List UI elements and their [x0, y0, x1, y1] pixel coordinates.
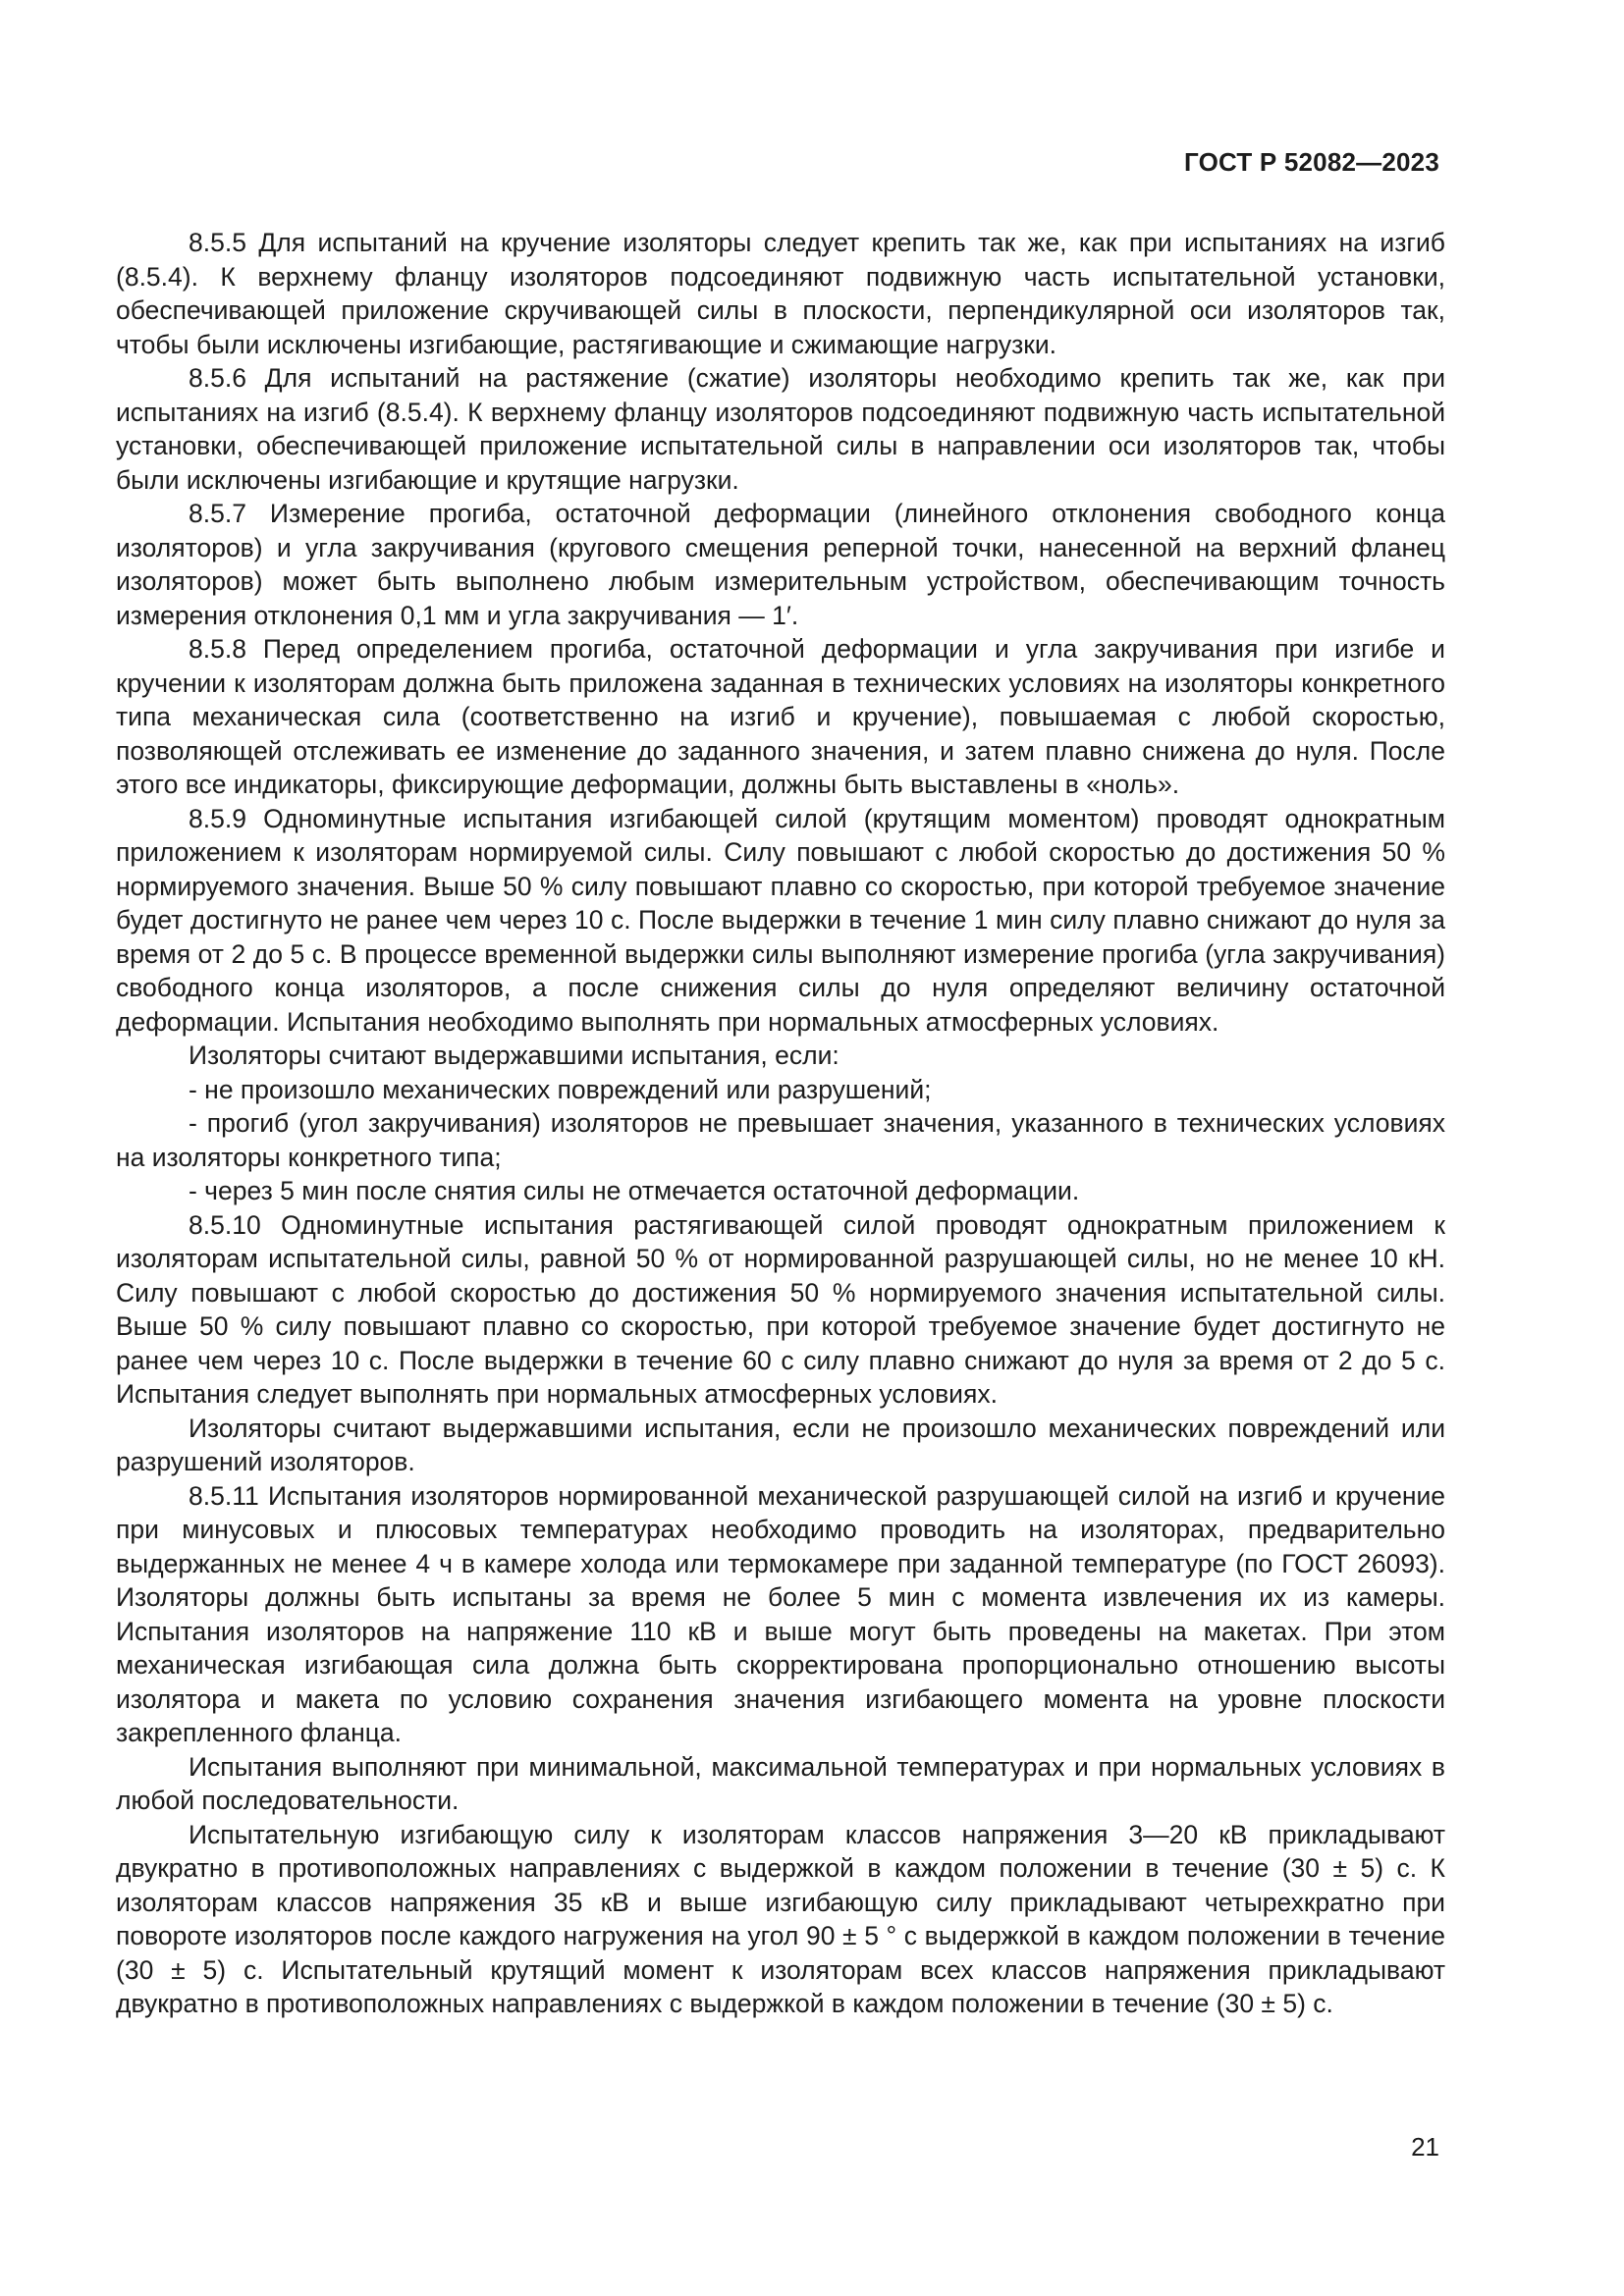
paragraph-pass-criteria-intro: Изоляторы считают выдержавшими испытания, если:: [189, 1041, 839, 1070]
paragraph-8-5-5: 8.5.5 Для испытаний на кручение изоляторы следует крепить так же, как при испытаниях на изгиб (8.5.4). К верхнему фланцу изоляторов подсоединяют подвижную часть испытательной установки, обеспечивающей приложение скручивающей силы в плоскости, перпендикулярной оси изоляторов так, чтобы были исключены изгибающие, растягивающие и сжимающие нагрузки.: [116, 228, 1445, 359]
paragraph-8-5-10: 8.5.10 Одноминутные испытания растягивающей силой проводят однократным приложением к изоляторам испытательной силы, равной 50 % от нормированной разрушающей силы, но не менее 10 кН. Силу повышают с любой скоростью до достижения 50 % нормируемого значения испытательной силы. Выше 50 % силу повышают плавно со скоростью, при которой требуемое значение будет достигнуто не ранее чем через 10 с. После выдержки в течение 60 с силу плавно снижают до нуля за время от 2 до 5 с. Испытания следует выполнять при нормальных атмосферных условиях.: [116, 1209, 1445, 1409]
paragraph-8-5-7: 8.5.7 Измерение прогиба, остаточной деформации (линейного отклонения свободного конца изоляторов) и угла закручивания (кругового смещения реперной точки, нанесенной на верхний фланец изоляторов) может быть выполнено любым измерительным устройством, обеспечивающим точность измерения отклонения 0,1 мм и угла закручивания — 1′.: [116, 499, 1445, 630]
paragraph-bending-force-application: Испытательную изгибающую силу к изоляторам классов напряжения 3—20 кВ прикладывают двукратно в противоположных направлениях с выдержкой в каждом положении в течение (30 ± 5) с. К изоляторам классов напряжения 35 кВ и выше изгибающую силу прикладывают четырехкратно при повороте изоляторов после каждого нагружения на угол 90 ± 5 ° с выдержкой в каждом положении в течение (30 ± 5) с. Испытательный крутящий момент к изоляторам всех классов напряжения прикладывают двукратно в противоположных направлениях с выдержкой в каждом положении в течение (30 ± 5) с.: [116, 1819, 1445, 2018]
list-item: - прогиб (угол закручивания) изоляторов не превышает значения, указанного в технических условиях на изоляторы конкретного типа;: [116, 1108, 1445, 1172]
list-item: - через 5 мин после снятия силы не отмечается остаточной деформации.: [189, 1176, 1080, 1205]
paragraph-pass-criteria-tension: Изоляторы считают выдержавшими испытания, если не произошло механических повреждений или разрушений изоляторов.: [116, 1413, 1445, 1476]
paragraph-temperature-order: Испытания выполняют при минимальной, максимальной температурах и при нормальных условиях в любой последовательности.: [116, 1751, 1445, 1815]
paragraph-8-5-9: 8.5.9 Одноминутные испытания изгибающей силой (крутящим моментом) проводят однократным приложением к изоляторам нормируемой силы. Силу повышают с любой скоростью до достижения 50 % нормируемого значения. Выше 50 % силу повышают плавно со скоростью, при которой требуемое значение будет достигнуто не ранее чем через 10 с. После выдержки в течение 1 мин силу плавно снижают до нуля за время от 2 до 5 с. В процессе временной выдержки силы выполняют измерение прогиба (угла закручивания) свободного конца изоляторов, а после снижения силы до нуля определяют величину остаточной деформации. Испытания необходимо выполнять при нормальных атмосферных условиях.: [116, 803, 1445, 1037]
paragraph-8-5-8: 8.5.8 Перед определением прогиба, остаточной деформации и угла закручивания при изгибе и кручении к изоляторам должна быть приложена заданная в технических условиях на изоляторы конкретного типа механическая сила (соответственно на изгиб и кручение), повышаемая с любой скоростью, позволяющей отслеживать ее изменение до заданного значения, и затем плавно снижена до нуля. После этого все индикаторы, фиксирующие деформации, должны быть выставлены в «ноль».: [116, 634, 1445, 799]
paragraph-8-5-6: 8.5.6 Для испытаний на растяжение (сжатие) изоляторы необходимо крепить так же, как при испытаниях на изгиб (8.5.4). К верхнему фланцу изоляторов подсоединяют подвижную часть испытательной установки, обеспечивающей приложение испытательной силы в направлении оси изоляторов так, чтобы были исключены изгибающие и крутящие нагрузки.: [116, 363, 1445, 495]
document-code: ГОСТ Р 52082—2023: [1184, 147, 1439, 177]
list-item: - не произошло механических повреждений или разрушений;: [189, 1074, 932, 1104]
paragraph-8-5-11: 8.5.11 Испытания изоляторов нормированной механической разрушающей силой на изгиб и кручение при минусовых и плюсовых температурах необходимо проводить на изоляторах, предварительно выдержанных не менее 4 ч в камере холода или термокамере при заданной температуре (по ГОСТ 26093). Изоляторы должны быть испытаны за время не более 5 мин с момента извлечения их из камеры. Испытания изоляторов на напряжение 110 кВ и выше могут быть проведены на макетах. При этом механическая изгибающая сила должна быть скорректирована пропорционально отношению высоты изолятора и макета по условию сохранения значения изгибающего момента на уровне плоскости закрепленного фланца.: [116, 1480, 1445, 1747]
document-body: [116, 226, 1445, 2021]
page-number: 21: [1411, 2132, 1439, 2162]
